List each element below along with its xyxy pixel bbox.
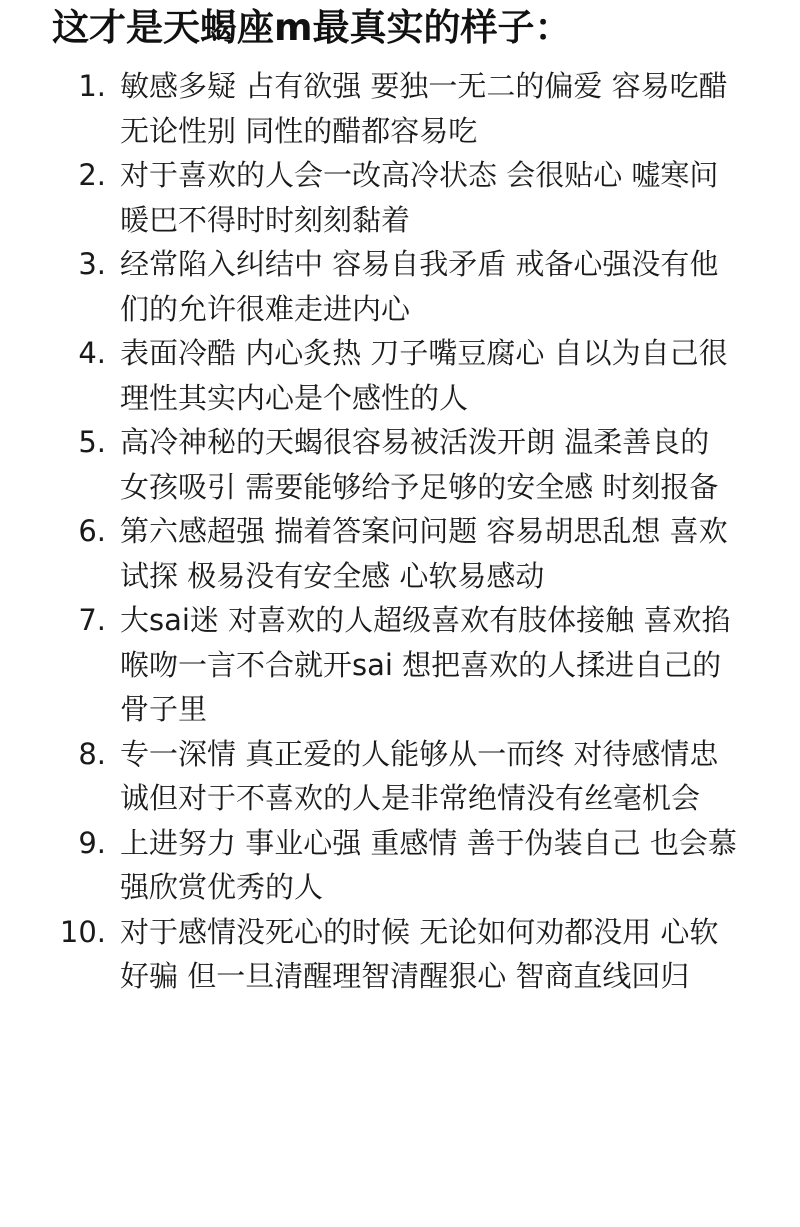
list-item	[0, 598, 731, 732]
list-item-text: 对于感情没死心的时候 无论如何劝都没用 心软好骗 但一旦清醒理智清醒狠心 智商直线回归	[120, 914, 719, 993]
list-item-text: 高冷神秘的天蝎很容易被活泼开朗 温柔善良的女孩吸引 需要能够给予足够的安全感 时刻报备	[120, 425, 719, 504]
list-item-number: 10.	[59, 914, 106, 949]
numbered-list	[0, 64, 800, 999]
list-item-text: 大sai迷 对喜欢的人超级喜欢有肢体接触 喜欢掐喉吻一言不合就开sai 想把喜欢的人揉进自己的骨子里	[120, 603, 731, 726]
list-item-text: 上进努力 事业心强 重感情 善于伪装自己 也会慕强欣赏优秀的人	[120, 825, 737, 904]
list-item	[0, 331, 728, 420]
page-title: 这才是天蝎座m最真实的样子：	[52, 6, 572, 49]
list-item-number: 2.	[78, 158, 106, 192]
list-item-number: 1.	[78, 69, 106, 103]
list-item-number: 4.	[78, 336, 106, 370]
list-item-text: 对于喜欢的人会一改高冷状态 会很贴心 嘘寒问暖巴不得时时刻刻黏着	[120, 158, 719, 237]
list-item	[0, 64, 728, 153]
list-item-number: 9.	[78, 825, 106, 860]
list-item	[0, 821, 737, 910]
list-item-number: 5.	[78, 425, 106, 459]
list-item-text: 敏感多疑 占有欲强 要独一无二的偏爱 容易吃醋无论性别 同性的醋都容易吃	[120, 69, 728, 148]
list-item	[0, 509, 728, 598]
list-item-text: 表面冷酷 内心炙热 刀子嘴豆腐心 自以为自己很理性其实内心是个感性的人	[120, 336, 728, 415]
list-item-number: 6.	[78, 514, 106, 548]
list-item-number: 3.	[78, 247, 106, 281]
list-item	[0, 153, 719, 242]
list-item	[0, 420, 719, 509]
list-item-number: 7.	[78, 603, 106, 637]
list-item-text: 经常陷入纠结中 容易自我矛盾 戒备心强没有他们的允许很难走进内心	[120, 247, 719, 326]
list-item-text: 第六感超强 揣着答案问问题 容易胡思乱想 喜欢试探 极易没有安全感 心软易感动	[120, 514, 728, 593]
list-item	[0, 910, 719, 999]
list-item	[0, 732, 719, 821]
list-item-text: 专一深情 真正爱的人能够从一而终 对待感情忠诚但对于不喜欢的人是非常绝情没有丝毫机会	[120, 736, 719, 815]
list-item	[0, 242, 719, 331]
list-item-number: 8.	[78, 736, 106, 771]
